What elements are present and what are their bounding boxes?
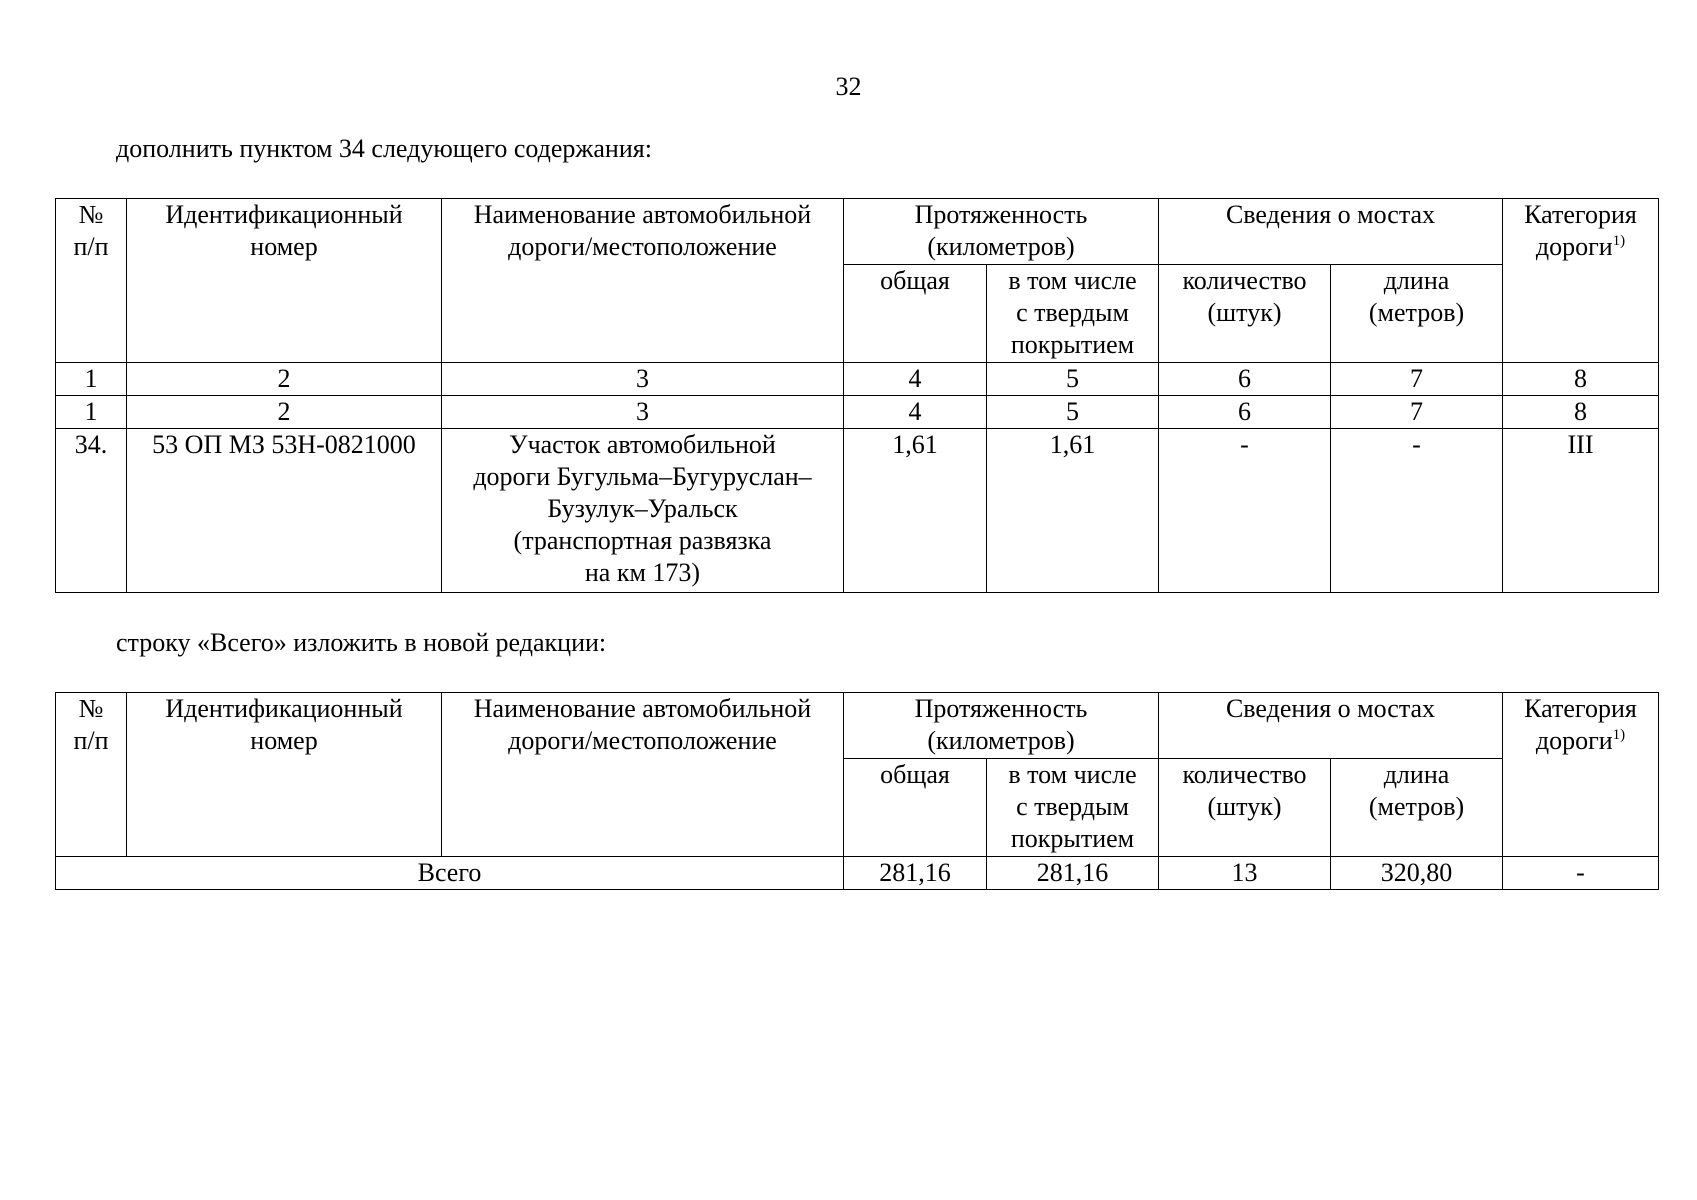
column-number: 8 — [1503, 396, 1659, 429]
header-category-footnote: 1) — [1612, 727, 1626, 743]
cell-length-total: 1,61 — [844, 429, 987, 593]
header-length-total: общая — [844, 759, 987, 857]
intro-paragraph-add-item: дополнить пунктом 34 следующего содержания: — [116, 134, 652, 163]
header-length: Протяженность (километров) — [844, 199, 1159, 265]
column-number: 4 — [844, 396, 987, 429]
header-length-total: общая — [844, 265, 987, 363]
column-number: 7 — [1331, 363, 1503, 396]
column-number: 3 — [442, 363, 844, 396]
header-name: Наименование автомобильной дороги/местоположение — [442, 199, 844, 363]
column-number: 5 — [987, 363, 1159, 396]
total-length-hard: 281,16 — [987, 857, 1159, 890]
cell-road-name: Участок автомобильной дороги Бугульма–Бугуруслан– Бузулук–Уральск (транспортная развязка на км 173) — [442, 429, 844, 593]
header-length: Протяженность (километров) — [844, 693, 1159, 759]
header-category-text: Категория дороги — [1524, 200, 1637, 261]
column-number: 7 — [1331, 396, 1503, 429]
header-category-footnote: 1) — [1612, 233, 1626, 249]
total-row — [56, 857, 1659, 890]
total-length-total: 281,16 — [844, 857, 987, 890]
column-number: 6 — [1159, 363, 1331, 396]
column-number: 2 — [127, 363, 442, 396]
header-id: Идентификационный номер — [127, 693, 442, 857]
roads-table-total — [55, 692, 1659, 890]
cell-id: 53 ОП МЗ 53Н-0821000 — [127, 429, 442, 593]
column-numbers-row — [56, 396, 1659, 429]
column-number: 6 — [1159, 396, 1331, 429]
column-number: 3 — [442, 396, 844, 429]
roads-table-addition — [55, 198, 1659, 593]
header-category — [1503, 199, 1659, 363]
column-number: 1 — [56, 363, 127, 396]
cell-length-hard: 1,61 — [987, 429, 1159, 593]
intro-paragraph-total-row: строку «Всего» изложить в новой редакции: — [116, 628, 607, 657]
header-num: № п/п — [56, 693, 127, 857]
cell-num: 34. — [56, 429, 127, 593]
header-category — [1503, 693, 1659, 857]
page-number: 32 — [835, 72, 862, 101]
header-id: Идентификационный номер — [127, 199, 442, 363]
column-numbers-row — [56, 363, 1659, 396]
header-length-hard: в том числе с твердым покрытием — [987, 265, 1159, 363]
cell-bridges-count: - — [1159, 429, 1331, 593]
header-bridges-length: длина (метров) — [1331, 265, 1503, 363]
column-number: 8 — [1503, 363, 1659, 396]
header-bridges: Сведения о мостах — [1159, 199, 1503, 265]
total-bridges-length: 320,80 — [1331, 857, 1503, 890]
header-length-hard: в том числе с твердым покрытием — [987, 759, 1159, 857]
column-number: 2 — [127, 396, 442, 429]
cell-category: III — [1503, 429, 1659, 593]
header-bridges: Сведения о мостах — [1159, 693, 1503, 759]
header-category-text: Категория дороги — [1524, 694, 1637, 755]
column-number: 4 — [844, 363, 987, 396]
cell-bridges-length: - — [1331, 429, 1503, 593]
total-category: - — [1503, 857, 1659, 890]
header-bridges-count: количество (штук) — [1159, 759, 1331, 857]
header-num: № п/п — [56, 199, 127, 363]
header-bridges-length: длина (метров) — [1331, 759, 1503, 857]
header-row — [56, 693, 1659, 759]
header-name: Наименование автомобильной дороги/местоположение — [442, 693, 844, 857]
total-bridges-count: 13 — [1159, 857, 1331, 890]
total-label: Всего — [56, 857, 844, 890]
column-number: 1 — [56, 396, 127, 429]
header-bridges-count: количество (штук) — [1159, 265, 1331, 363]
table-row-34 — [56, 429, 1659, 593]
column-number: 5 — [987, 396, 1159, 429]
header-row — [56, 199, 1659, 265]
